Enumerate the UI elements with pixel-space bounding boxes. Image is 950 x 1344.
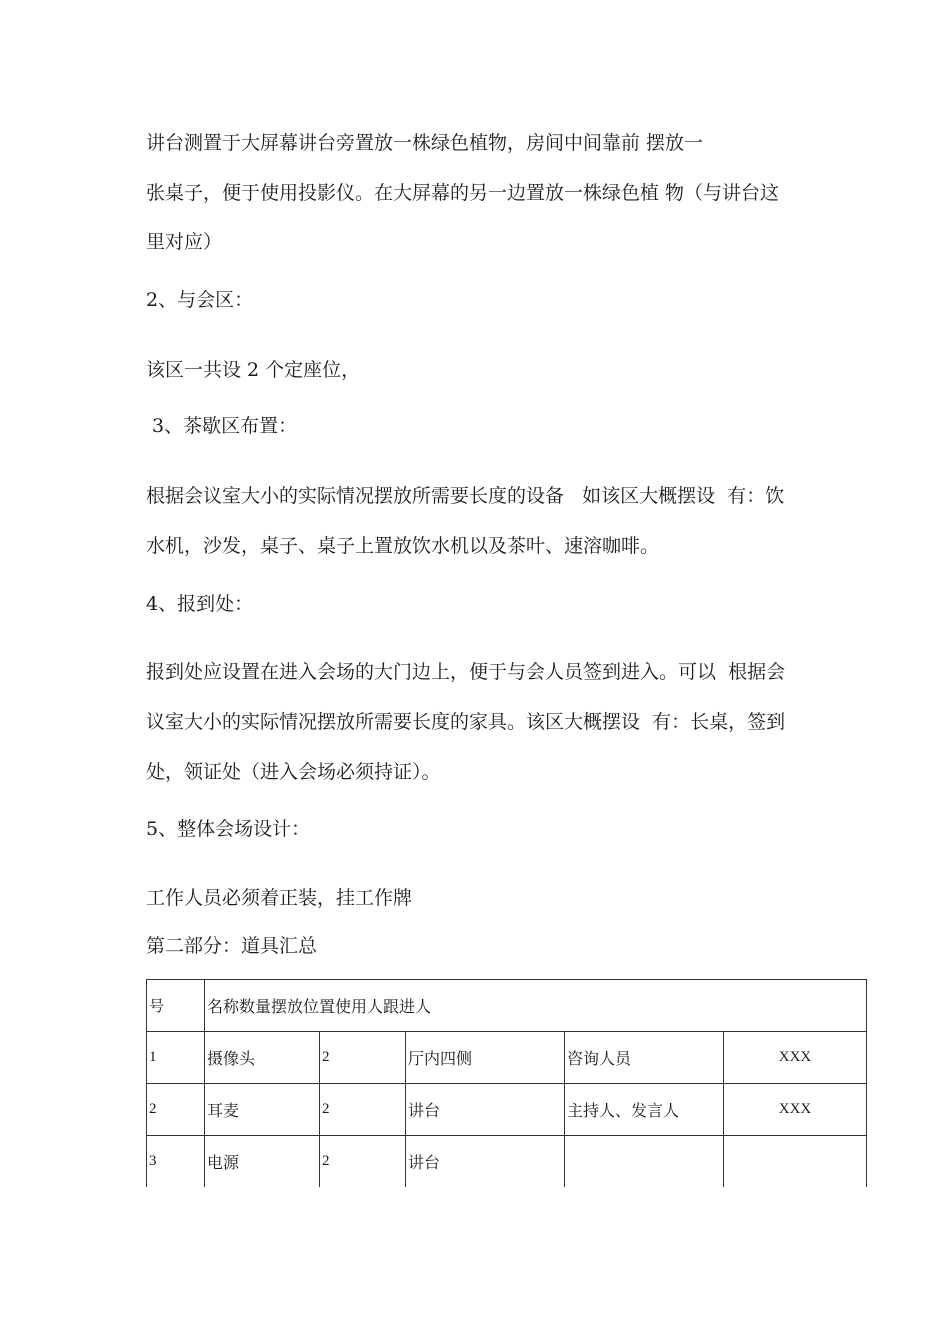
paragraph-line: 里对应）: [146, 231, 223, 253]
paragraph-line: 张桌子，便于使用投影仪。在大屏幕的另一边置放一株绿色植 物（与讲台这: [146, 182, 780, 204]
table-cell: 电源: [205, 1136, 320, 1188]
paragraph-line: 根据会议室大小的实际情况摆放所需要长度的设备 如该区大概摆设 有：饮: [146, 485, 785, 507]
props-table: [146, 979, 867, 1187]
section-heading: 4、报到处：: [146, 593, 254, 615]
table-cell: 主持人、发言人: [565, 1084, 724, 1136]
paragraph-line: 该区一共设 2 个定座位，: [146, 359, 361, 381]
table-row: [147, 1136, 867, 1188]
section-heading: 5、整体会场设计：: [146, 818, 311, 840]
table-cell: 3: [147, 1136, 205, 1188]
section-heading: 3、茶歇区布置：: [146, 415, 298, 437]
table-cell: 2: [320, 1136, 406, 1188]
table-cell: [724, 1136, 867, 1188]
table-cell: XXX: [724, 1032, 867, 1084]
paragraph-line: 讲台测置于大屏幕讲台旁置放一株绿色植物，房间中间靠前 摆放一: [146, 132, 704, 154]
header-cell: 名称数量摆放位置使用人跟进人: [205, 980, 867, 1032]
paragraph-line: 水机，沙发，桌子、桌子上置放饮水机以及茶叶、速溶咖啡。: [146, 535, 660, 557]
table-cell: 2: [320, 1032, 406, 1084]
table-cell: 1: [147, 1032, 205, 1084]
table-cell: [565, 1136, 724, 1188]
paragraph-line: 工作人员必须着正装，挂工作牌: [146, 887, 413, 909]
table-cell: XXX: [724, 1084, 867, 1136]
section-heading: 2、与会区：: [146, 289, 254, 311]
table-row: [147, 1084, 867, 1136]
table-cell: 耳麦: [205, 1084, 320, 1136]
table-cell: 厅内四侧: [406, 1032, 565, 1084]
table-cell: 2: [147, 1084, 205, 1136]
paragraph-line: 报到处应设置在进入会场的大门边上，便于与会人员签到进入。可以 根据会: [146, 661, 786, 683]
table-cell: 摄像头: [205, 1032, 320, 1084]
paragraph-line: 处，领证处（进入会场必须持证）。: [146, 761, 441, 783]
part-heading: 第二部分：道具汇总: [146, 935, 318, 957]
table-cell: 讲台: [406, 1136, 565, 1188]
table-row: [147, 1032, 867, 1084]
table-cell: 讲台: [406, 1084, 565, 1136]
table-cell: 咨询人员: [565, 1032, 724, 1084]
paragraph-line: 议室大小的实际情况摆放所需要长度的家具。该区大概摆设 有：长桌，签到: [146, 711, 786, 733]
table-header-row: [147, 980, 867, 1032]
table-cell: 2: [320, 1084, 406, 1136]
header-cell: 号: [147, 980, 205, 1032]
